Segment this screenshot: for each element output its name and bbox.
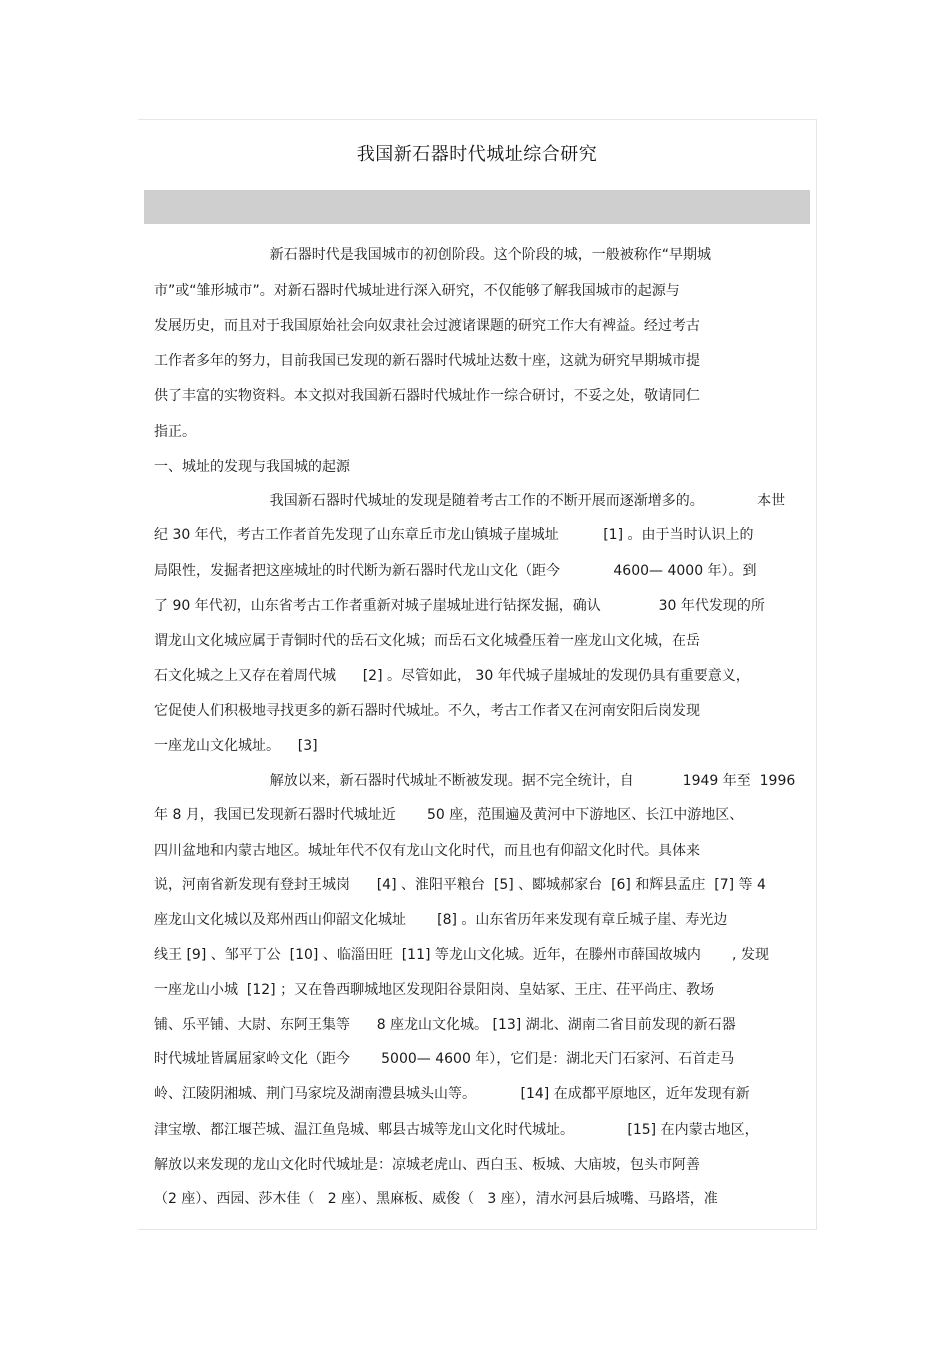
text-line: 局限性，发掘者把这座城址的时代断为新石器时代龙山文化（距今 4600— 4000 年）。到 (154, 563, 757, 579)
text-line: 市”或“雏形城市”。对新石器时代城址进行深入研究，不仅能够了解我国城市的起源与 (154, 283, 680, 299)
text-line: 谓龙山文化城应属于青铜时代的岳石文化城；而岳石文化城叠压着一座龙山文化城，在岳 (154, 633, 700, 649)
page-border-right (816, 119, 817, 1230)
text-line: 岭、江陵阴湘城、荆门马家垸及湖南澧县城头山等。 [14] 在成都平原地区，近年发现有新 (154, 1086, 750, 1102)
text-line: 工作者多年的努力，目前我国已发现的新石器时代城址达数十座，这就为研究早期城市提 (154, 353, 700, 369)
page-border-top (138, 119, 816, 120)
text-line: 一座龙山文化城址。 [3] (154, 738, 318, 754)
text-line: 解放以来，新石器时代城址不断被发现。据不完全统计，自 1949 年至 1996 (154, 773, 796, 789)
page-border-bottom (138, 1229, 816, 1230)
text-line: 解放以来发现的龙山文化时代城址是：凉城老虎山、西白玉、板城、大庙坡，包头市阿善 (154, 1157, 700, 1173)
text-line: 一座龙山小城 [12] ；又在鲁西聊城地区发现阳谷景阳岗、皇姑冢、王庄、茌平尚庄、教场 (154, 982, 715, 998)
text-line: 津宝墩、都江堰芒城、温江鱼凫城、郫县古城等龙山文化时代城址。 [15] 在内蒙古地区， (154, 1122, 759, 1138)
text-line: 四川盆地和内蒙古地区。城址年代不仅有龙山文化时代，而且也有仰韶文化时代。具体来 (154, 843, 700, 859)
text-line: 供了丰富的实物资料。本文拟对我国新石器时代城址作一综合研讨，不妥之处，敬请同仁 (154, 388, 700, 404)
text-line: 我国新石器时代城址的发现是随着考古工作的不断开展而逐渐增多的。 本世 (154, 493, 786, 509)
text-line: 新石器时代是我国城市的初创阶段。这个阶段的城，一般被称作“早期城 (154, 247, 711, 263)
text-line: 它促使人们积极地寻找更多的新石器时代城址。不久，考古工作者又在河南安阳后岗发现 (154, 703, 700, 719)
text-line: （2 座）、西园、莎木佳（ 2 座）、黑麻板、威俊（ 3 座），清水河县后城嘴、马路塔，准 (154, 1191, 718, 1207)
text-line: 年 8 月，我国已发现新石器时代城址近 50 座，范围遍及黄河中下游地区、长江中游地区、 (154, 807, 744, 823)
text-line: 石文化城之上又存在着周代城 [2] 。尽管如此， 30 年代城子崖城址的发现仍具有重要意义， (154, 668, 750, 684)
text-line: 指正。 (154, 424, 196, 440)
text-line: 铺、乐平铺、大尉、东阿王集等 8 座龙山文化城。 [13] 湖北、湖南二省目前发现的新石器 (154, 1017, 736, 1033)
document-title: 我国新石器时代城址综合研究 (356, 144, 598, 165)
text-line: 了 90 年代初，山东省考古工作者重新对城子崖城址进行钻探发掘，确认 30 年代发现的所 (154, 598, 765, 614)
text-line: 线王 [9] 、邹平丁公 [10] 、临淄田旺 [11] 等龙山文化城。近年，在滕州市薛国故城内 , 发现 (154, 947, 769, 963)
text-line: 时代城址皆属屈家岭文化（距今 5000— 4600 年），它们是：湖北天门石家河、石首走马 (154, 1051, 735, 1067)
text-line: 说，河南省新发现有登封王城岗 [4] 、淮阳平粮台 [5] 、郾城郝家台 [6] 和辉县孟庄 [7] 等 4 (154, 877, 766, 893)
section-heading: 一、城址的发现与我国城的起源 (154, 459, 350, 475)
text-line: 座龙山文化城以及郑州西山仰韶文化城址 [8] 。山东省历年来发现有章丘城子崖、寿光边 (154, 912, 728, 928)
header-band (144, 190, 810, 224)
text-line: 纪 30 年代，考古工作者首先发现了山东章丘市龙山镇城子崖城址 [1] 。由于当时认识上的 (154, 527, 754, 543)
text-line: 发展历史，而且对于我国原始社会向奴隶社会过渡诸课题的研究工作大有裨益。经过考古 (154, 318, 700, 334)
